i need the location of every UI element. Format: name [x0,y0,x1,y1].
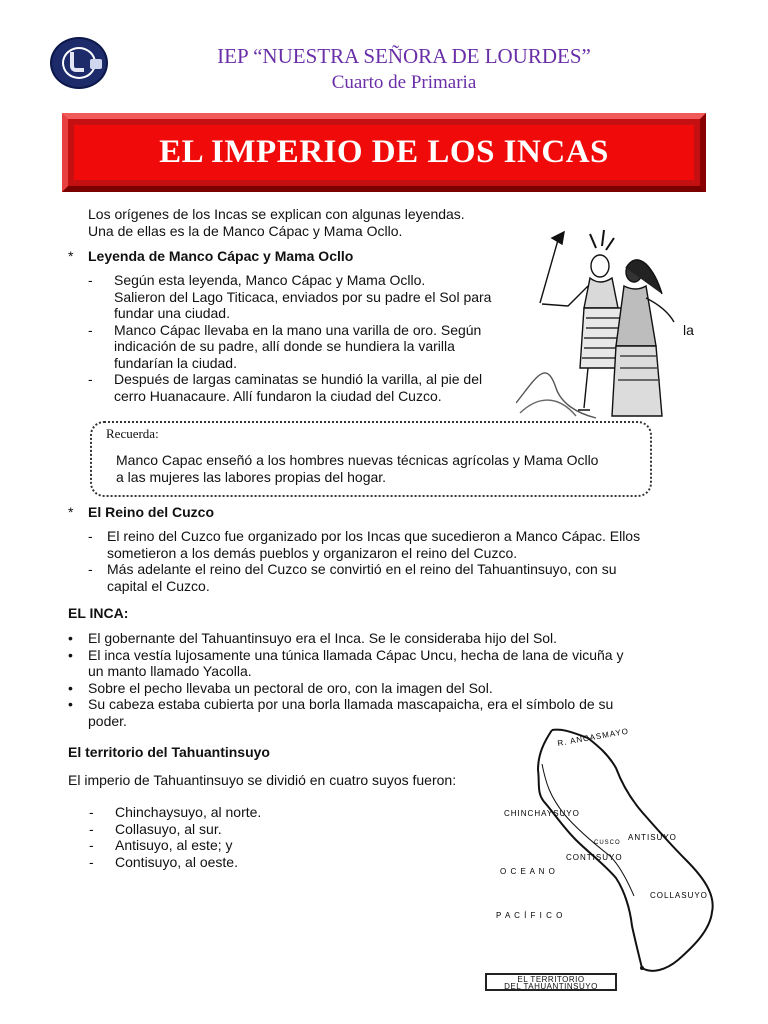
dash-marker: - [89,853,94,870]
list-item [89,837,389,854]
territorio-heading: El territorio del Tahuantinsuyo [68,744,270,760]
list-item-line: fundarían la ciudad. [114,354,237,371]
map-label-chinchaysuyo: CHINCHAYSUYO [504,809,580,818]
list-item [88,322,504,372]
list-item-line: un manto llamado Yacolla. [88,663,252,679]
map-label-pacifico: P A C Í F I C O [496,911,564,920]
page-title: EL IMPERIO DE LOS INCAS [159,134,609,170]
list-item-line: El gobernante del Tahuantinsuyo era el Inca. Se le consideraba hijo del Sol. [88,630,558,646]
tahuantinsuyo-map [480,724,730,974]
list-item [89,804,389,821]
recuerda-line-2: a las mujeres las labores propias del hogar. [116,468,387,485]
map-label-cusco: CUSCO [594,840,621,846]
list-item-line: Según esta leyenda, Manco Cápac y Mama Ocllo. [114,272,426,288]
leyenda-marker: * [68,248,74,264]
list-item-line: fundar una ciudad. [114,305,230,321]
dash-marker: - [89,804,94,820]
dash-marker: - [88,371,93,387]
map-label-contisuyo: CONTISUYO [566,853,623,862]
territorio-intro: El imperio de Tahuantinsuyo se dividió en cuatro suyos fueron: [68,772,457,788]
list-item-line: Después de largas caminatas se hundió la varilla, al pie del [114,371,483,387]
dash-marker: - [89,837,94,853]
map-label-ancasmayo: R. ANCASMAYO [556,726,630,748]
bullet-marker: • [68,679,73,696]
list-item-line: cerro Huanacaure. Allí fundaron la ciudad del Cuzco. [114,387,442,404]
map-label-oceano: O C E A N O [500,867,556,876]
dash-marker: - [88,528,93,544]
map-caption [485,973,617,991]
title-banner-face [74,125,694,180]
bullet-marker: • [68,630,73,646]
list-item-text: Contisuyo, al oeste. [115,853,238,870]
reino-heading: El Reino del Cuzco [88,504,215,520]
list-item [89,821,389,838]
list-item-line: sometieron a los demás pueblos y organizaron el reino del Cuzco. [107,544,518,561]
leyenda-heading: Leyenda de Manco Cápac y Mama Ocllo [88,248,354,264]
reino-marker: * [68,504,74,520]
list-item-line: Sobre el pecho llevaba un pectoral de oro, con la imagen del Sol. [88,679,493,696]
leyenda-list [88,272,504,404]
list-item-text: Chinchaysuyo, al norte. [115,804,262,820]
list-item-text: Antisuyo, al este; y [115,837,233,853]
list-item-line: capital el Cuzco. [107,577,210,594]
list-item-line: El reino del Cuzco fue organizado por los Incas que sucedieron a Manco Cápac. Ellos [107,528,641,544]
grade-label: Cuarto de Primaria [331,72,477,93]
list-item [88,371,504,404]
intro-line-1: Los orígenes de los Incas se explican con algunas leyendas. [88,206,465,222]
inca-heading: EL INCA: [68,605,129,621]
map-label-collasuyo: COLLASUYO [650,891,708,900]
list-item-line: poder. [88,712,127,729]
dash-marker: - [88,272,93,288]
dash-marker: - [88,321,93,338]
list-item [88,528,697,561]
list-item [66,647,697,680]
school-name: IEP “NUESTRA SEÑORA DE LOURDES” [217,44,591,68]
list-item [89,854,389,871]
reino-list [88,528,697,594]
dash-marker: - [89,820,94,837]
suyos-list [89,804,389,870]
list-item-line: Su cabeza estaba cubierta por una borla llamada mascapaicha, era el símbolo de su [88,696,614,712]
bullet-marker: • [68,646,73,663]
title-banner [62,113,706,192]
list-item [66,630,697,647]
intro-paragraph [88,206,465,239]
list-item-line: Más adelante el reino del Cuzco se convirtió en el reino del Tahuantinsuyo, con su [107,561,617,577]
manco-capac-mama-ocllo-illustration [516,228,676,420]
recuerda-box [90,421,652,497]
map-caption-line-2: DEL TAHUANTINSUYO [504,982,598,991]
stray-word: la [683,322,694,338]
map-caption-line-1: EL TERRITORIO [517,975,585,984]
bullet-marker: • [68,696,73,712]
list-item-line: Manco Cápac llevaba en la mano una varilla de oro. Según [114,321,482,338]
inca-list [66,630,697,729]
list-item-text: Collasuyo, al sur. [115,820,222,837]
recuerda-line-1: Manco Capac enseñó a los hombres nuevas técnicas agrícolas y Mama Ocllo [116,452,599,468]
list-item [88,561,697,594]
dash-marker: - [88,561,93,577]
list-item [66,680,697,697]
list-item-line: Salieron del Lago Titicaca, enviados por su padre el Sol para [114,288,492,305]
recuerda-label: Recuerda: [106,426,159,441]
list-item-line: El inca vestía lujosamente una túnica llamada Cápac Uncu, hecha de lana de vicuña y [88,646,624,663]
list-item-line: indicación de su padre, allí donde se hundiera la varilla [114,338,455,354]
intro-line-2: Una de ellas es la de Manco Cápac y Mama Ocllo. [88,222,403,239]
map-label-antisuyo: ANTISUYO [628,833,677,842]
list-item [88,272,504,322]
recuerda-text [116,452,646,485]
